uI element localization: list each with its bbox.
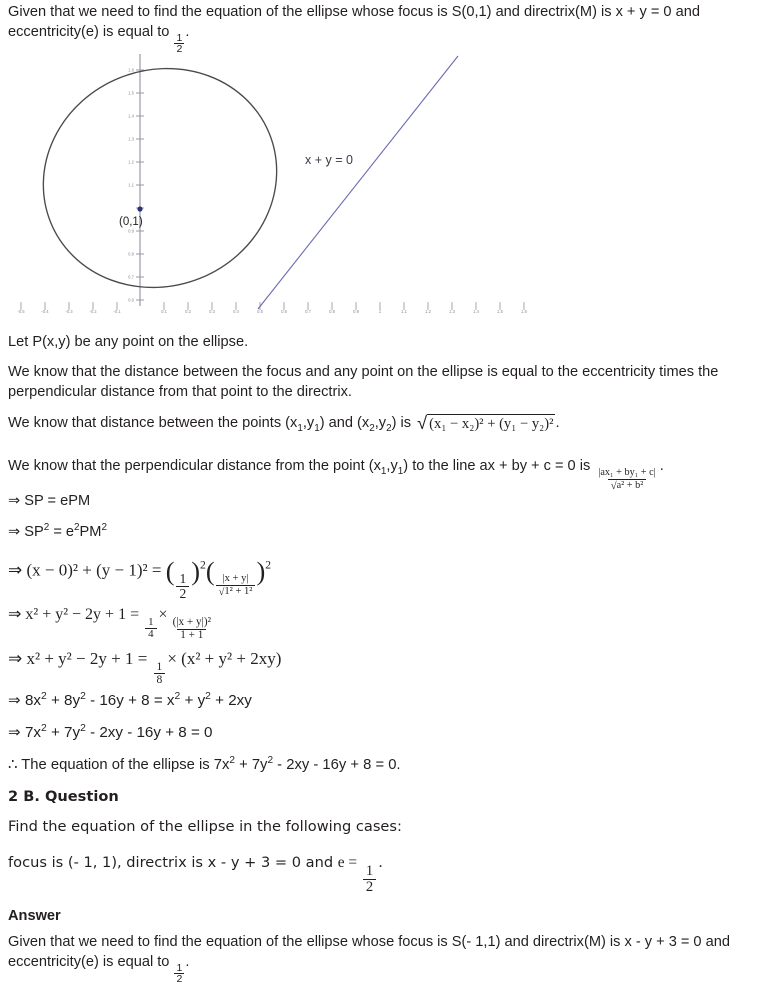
answer-fraction — [174, 963, 184, 985]
step2-a: ⇒ SP — [8, 524, 44, 540]
svg-text:0.2: 0.2 — [185, 309, 191, 314]
step2-c: PM — [79, 524, 102, 540]
sub-y1b: 1 — [397, 465, 404, 477]
question-e-label: e = — [337, 854, 361, 871]
step-collect-terms — [8, 723, 212, 743]
svg-text:1.4: 1.4 — [128, 113, 134, 119]
answer-heading: Answer — [8, 908, 61, 924]
paragraph-distance-formula: We know that distance between the points $(x_1,y_1)$ and $(x_2,y_2)$ is √ (x₁ − x₂)² + (y₁ − y₂)² . — [8, 412, 560, 434]
svg-text:-0.5: -0.5 — [17, 309, 25, 314]
perp-prefix: We know that the perpendicular distance from the point (x — [8, 458, 381, 474]
step2-b: = e — [49, 524, 75, 540]
directrix-label: x + y = 0 — [305, 153, 353, 167]
x-tick-labels — [17, 309, 527, 314]
question-case-text: focus is (- 1, 1), directrix is x - y + 3 = 0 and — [8, 854, 338, 871]
mid-3: ,y — [374, 414, 387, 431]
answer-paragraph — [8, 932, 762, 985]
radical-symbol-3: √ — [218, 586, 225, 598]
svg-text:0.7: 0.7 — [128, 274, 134, 280]
radical-symbol-2: √ — [610, 480, 617, 493]
sub-x2: 2 — [369, 422, 375, 434]
step4-quarter-fraction — [145, 617, 156, 641]
step4-left: ⇒ x² + y² − 2y + 1 = — [8, 606, 144, 623]
svg-text:1.6: 1.6 — [521, 309, 527, 314]
step6-text: ⇒ $8x^2 + 8y^2 - 16y + 8 = x^2 + y^2 + 2xy$ — [8, 690, 252, 709]
svg-text:0.6: 0.6 — [281, 309, 287, 314]
svg-text:-0.2: -0.2 — [89, 309, 97, 314]
step3-inner-den — [216, 585, 256, 599]
svg-text:1.4: 1.4 — [473, 309, 479, 314]
perp-mid1: ,y — [386, 458, 398, 474]
svg-text:1.3: 1.3 — [128, 136, 134, 142]
perp-mid2: ) to the line ax + by + c = 0 is — [403, 458, 595, 474]
step-sp-epm: ⇒ SP = ePM — [8, 493, 91, 509]
svg-text:1.5: 1.5 — [497, 309, 503, 314]
question-e-den: 2 — [363, 879, 376, 895]
step3-e-den: 2 — [176, 586, 189, 601]
svg-text:-0.1: -0.1 — [113, 309, 121, 314]
svg-text:1.5: 1.5 — [128, 90, 134, 96]
step4-quarter-num: 1 — [148, 615, 154, 628]
step-eighth-expansion — [8, 649, 281, 687]
step3-e-fraction — [176, 572, 189, 602]
perp-distance-fraction — [595, 467, 658, 493]
paragraph-perp-distance: We know that the perpendicular distance from the point $(x_1,y_1)$ to the line ax + by + c = 0 is $\frac{\text{|ax₁ + by₁ + c|}}{\text{√a² + b²}}$ . — [8, 458, 664, 493]
svg-text:0.9: 0.9 — [353, 309, 359, 314]
step5-right: × (x² + y² + 2xy) — [167, 649, 282, 668]
answer-fraction-denominator: 2 — [176, 973, 183, 985]
distance-formula-prefix: We know that distance between the points (x — [8, 414, 298, 431]
sub-x1b: 1 — [380, 465, 387, 477]
sqrt-distance — [415, 411, 555, 435]
ellipse-curve — [10, 48, 310, 322]
sub-y2: 2 — [386, 422, 392, 434]
step2-sup-1: 2 — [43, 522, 50, 534]
ellipse-graph — [0, 48, 560, 326]
step3-power-2: 2 — [265, 558, 272, 572]
sub-y1: 1 — [314, 422, 320, 434]
answer-period: . — [185, 954, 190, 971]
perp-denominator — [608, 479, 647, 493]
svg-text:-0.3: -0.3 — [65, 309, 73, 314]
step3-inner-radicand: 1² + 1² — [224, 585, 253, 597]
perp-numerator: |ax₁ + by₁ + c| — [598, 467, 656, 479]
step4-right-num: (|x + y|)² — [172, 616, 211, 629]
svg-text:0.3: 0.3 — [209, 309, 215, 314]
svg-text:1: 1 — [378, 309, 382, 314]
step3-left: ⇒ (x − 0)² + (y − 1)² = — [8, 560, 166, 580]
mid-1: ,y — [302, 414, 315, 431]
mid-2: ) and (x — [319, 414, 370, 431]
svg-text:0.5: 0.5 — [257, 309, 263, 314]
paragraph-let-p: Let P(x,y) be any point on the ellipse. — [8, 334, 249, 350]
intro-paragraph — [8, 2, 762, 55]
question-case — [8, 854, 383, 896]
svg-text:1.1: 1.1 — [128, 182, 134, 188]
step2-sup-2: 2 — [74, 522, 80, 534]
step4-quarter-den: 4 — [145, 628, 156, 640]
step4-right-fraction — [170, 617, 214, 642]
question-e-num: 1 — [365, 863, 374, 880]
step3-open-paren-1: ( — [165, 557, 175, 586]
step5-eighth-num: 1 — [156, 660, 163, 674]
answer-fraction-numerator: 1 — [176, 961, 183, 974]
step5-eighth-fraction — [154, 661, 166, 686]
step5-eighth-den: 8 — [154, 673, 166, 686]
step3-power-1: 2 — [200, 558, 206, 572]
svg-text:1.2: 1.2 — [425, 309, 431, 314]
step7-text: ⇒ $7x^2 + 7y^2 - 2xy - 16y + 8 = 0$ — [8, 722, 213, 741]
intro-period: . — [185, 24, 190, 41]
svg-text:0.1: 0.1 — [161, 309, 167, 314]
step-multiply-out — [8, 691, 252, 711]
radical-symbol-1: √ — [417, 412, 428, 433]
svg-text:-0.4: -0.4 — [41, 309, 49, 314]
step3-close-paren-2: ) — [256, 557, 266, 586]
intro-fraction-denominator: 2 — [176, 43, 183, 56]
y-tick-labels — [128, 68, 134, 303]
step3-open-paren-2: ( — [205, 557, 215, 586]
svg-text:0.8: 0.8 — [329, 309, 335, 314]
svg-text:0.7: 0.7 — [305, 309, 311, 314]
step3-inner-num: |x + y| — [222, 572, 249, 584]
question-prompt: Find the equation of the ellipse in the following cases: — [8, 818, 402, 835]
perp-radicand: a² + b² — [616, 480, 644, 492]
step-sp-squared — [8, 523, 107, 542]
svg-text:0.6: 0.6 — [128, 297, 134, 303]
step3-e-num: 1 — [179, 570, 187, 586]
svg-text:1.6: 1.6 — [128, 67, 134, 73]
step8-text: ∴ The equation of the ellipse is $7x^2 + 7y^2 - 2xy - 16y + 8 = 0$. — [8, 755, 401, 773]
radicand-distance: (x₁ − x₂)² + (y₁ − y₂)² — [427, 414, 555, 434]
question-heading: 2 B. Question — [8, 788, 119, 805]
step5-left: ⇒ x² + y² − 2y + 1 = — [8, 649, 152, 668]
step3-close-paren-1: ) — [191, 557, 201, 586]
mid-4: ) is — [391, 414, 416, 431]
answer-text: Given that we need to find the equation of the ellipse whose focus is S(- 1,1) and directrix(M) is x - y + 3 = 0 and eccentricity(e) is equal to — [8, 934, 730, 971]
step-quarter-expansion — [8, 604, 216, 642]
step4-right-den: 1 + 1 — [177, 629, 206, 642]
graph-svg — [0, 48, 560, 326]
svg-text:1.1: 1.1 — [401, 309, 407, 314]
svg-text:0.8: 0.8 — [128, 251, 134, 257]
svg-text:0.4: 0.4 — [233, 309, 239, 314]
sub-x1: 1 — [297, 422, 303, 434]
directrix-line — [258, 56, 458, 309]
step-conclusion — [8, 756, 401, 776]
svg-text:1.2: 1.2 — [128, 159, 134, 165]
svg-text:0.9: 0.9 — [128, 228, 134, 234]
step-expanded-substitution — [8, 557, 271, 601]
focus-point-label: (0,1) — [119, 216, 143, 228]
intro-text: Given that we need to find the equation of the ellipse whose focus is S(0,1) and directrix(M) is x + y = 0 and eccentricity(e) is equal to — [8, 4, 700, 41]
question-case-end: . — [378, 854, 383, 871]
step3-inner-fraction — [216, 573, 256, 600]
step4-times: × — [158, 606, 168, 623]
paragraph-focus-distance: We know that the distance between the focus and any point on the ellipse is equal to the eccentricity times the perpendicular distance from that point to the directrix. — [8, 364, 719, 400]
intro-fraction-numerator: 1 — [176, 31, 183, 44]
step2-sup-3: 2 — [101, 522, 107, 534]
svg-text:1.3: 1.3 — [449, 309, 455, 314]
focus-point — [137, 206, 142, 211]
question-e-fraction — [363, 864, 376, 896]
